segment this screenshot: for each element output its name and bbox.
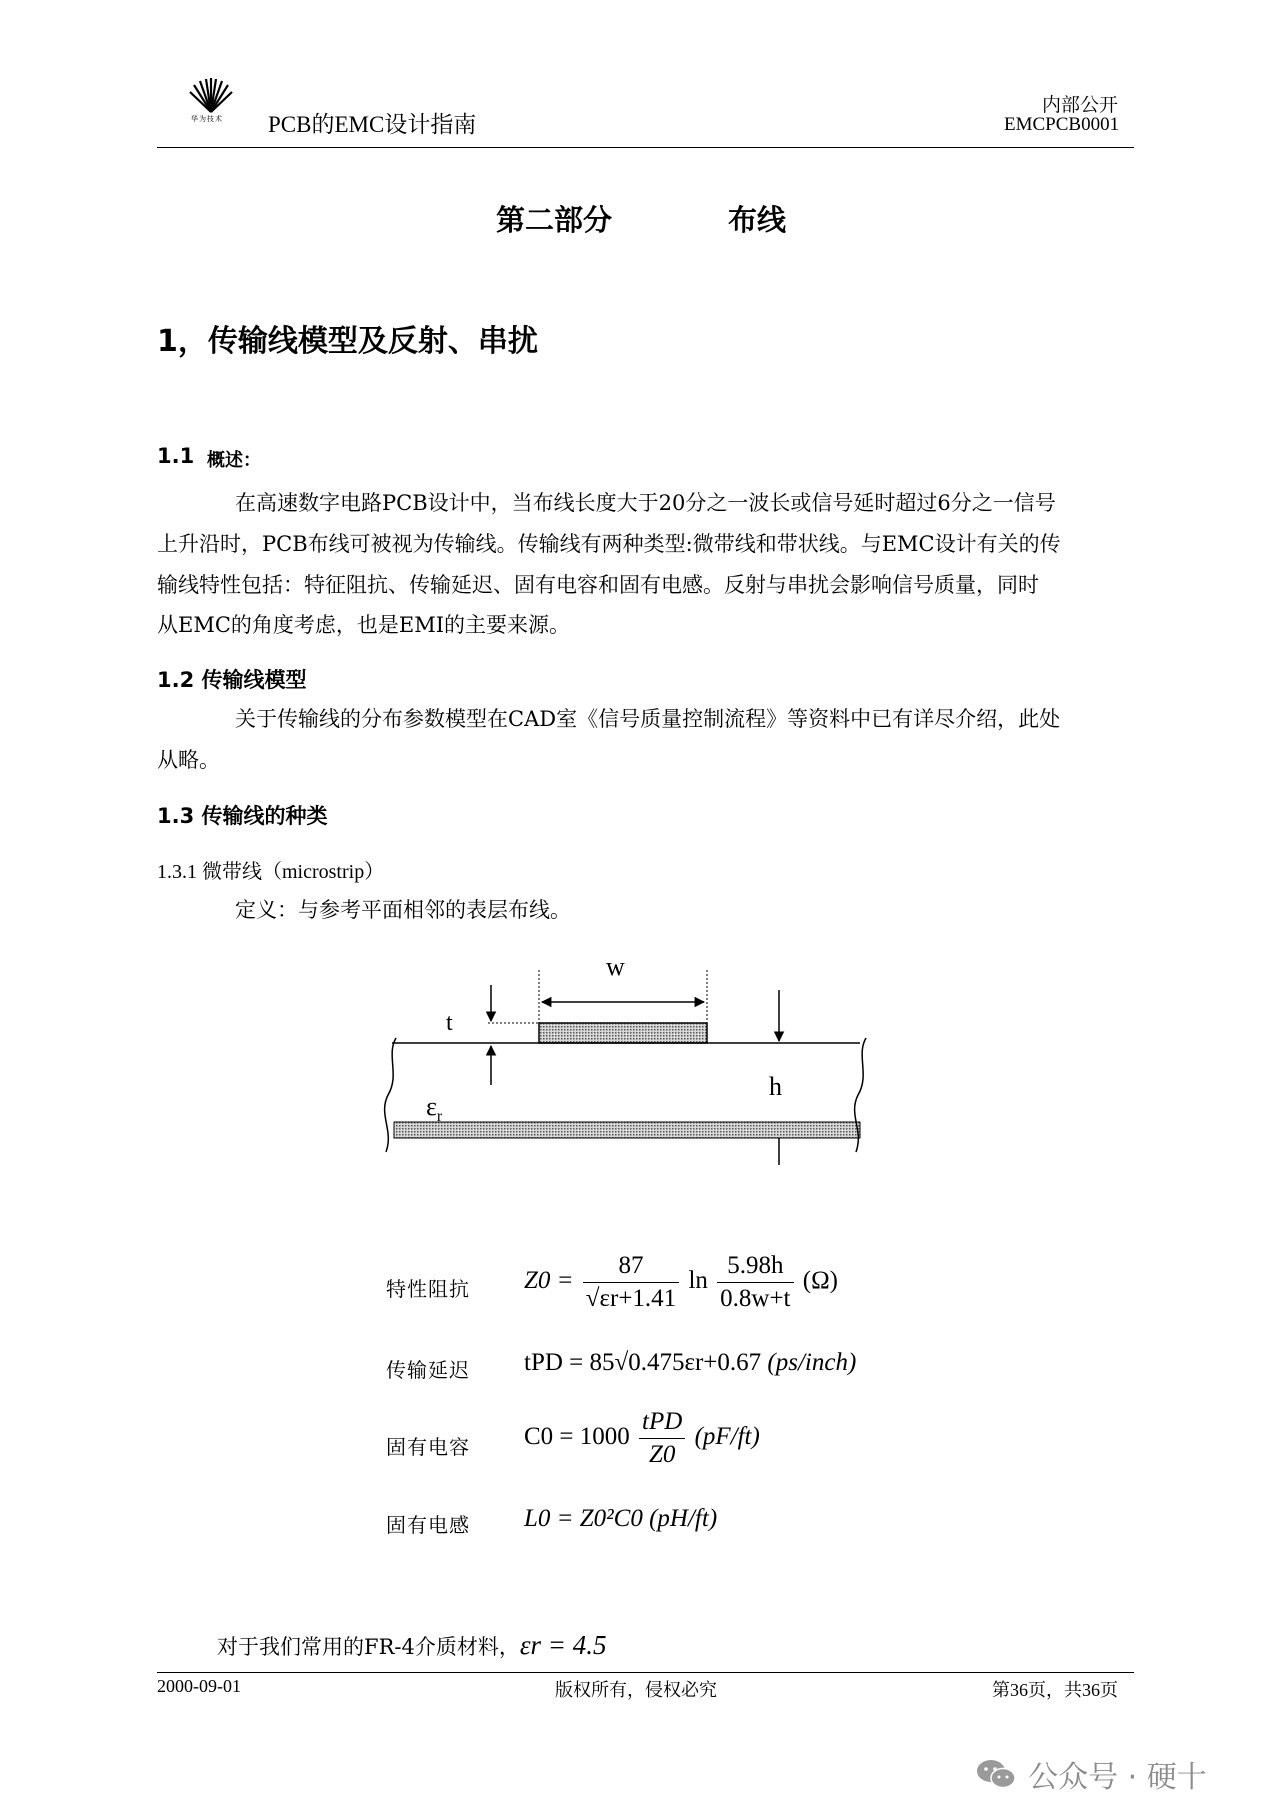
chapter-title: 1，传输线模型及反射、串扰 xyxy=(157,324,538,359)
formula-label-delay: 传输延迟 xyxy=(386,1358,470,1382)
footer-copyright: 版权所有，侵权必究 xyxy=(555,1680,717,1700)
logo-text: 华为技术 xyxy=(191,115,223,123)
f3-den: Z0 xyxy=(648,1441,676,1468)
formula-inductance xyxy=(524,1505,717,1533)
epsilon-subscript: r xyxy=(436,1108,443,1126)
trace-conductor xyxy=(539,1023,707,1043)
section-1-2-title: 1.2 传输线模型 xyxy=(157,668,307,692)
section-1-1-line: 从EMC的角度考虑，也是EMI的主要来源。 xyxy=(157,613,571,637)
company-logo xyxy=(185,76,237,128)
reference-plane xyxy=(394,1122,860,1138)
f1-den2: 0.8w+t xyxy=(720,1285,791,1312)
fr4-text: 对于我们常用的FR-4介质材料， xyxy=(217,1635,520,1659)
section-1-3-title: 1.3 传输线的种类 xyxy=(157,804,328,828)
part-title-name: 布线 xyxy=(728,203,787,237)
f4-lhs: L0 = Z0²C0 xyxy=(524,1505,643,1532)
header-rule xyxy=(157,147,1134,148)
section-1-1-line: 上升沿时，PCB布线可被视为传输线。传输线有两种类型:微带线和带状线。与EMC设计有关的传 xyxy=(157,532,1061,556)
f1-unit: (Ω) xyxy=(802,1267,838,1295)
footer-page-number: 第36页，共36页 xyxy=(992,1680,1118,1700)
part-title-number: 第二部分 xyxy=(496,203,613,237)
footer-date: 2000-09-01 xyxy=(157,1676,241,1696)
section-1-2-line: 从略。 xyxy=(157,748,220,772)
section-1-3-1-title: 1.3.1 微带线（microstrip） xyxy=(157,861,385,883)
formula-delay xyxy=(524,1349,856,1377)
f3-lhs: C0 = 1000 xyxy=(524,1423,630,1451)
f2-unit: (ps/inch) xyxy=(767,1349,857,1376)
section-1-1-line: 在高速数字电路PCB设计中，当布线长度大于20分之一波长或信号延时超过6分之一信号 xyxy=(235,491,1056,515)
formula-capacitance xyxy=(524,1408,760,1469)
section-1-1-line: 输线特性包括：特征阻抗、传输延迟、固有电容和固有电感。反射与串扰会影响信号质量，同时 xyxy=(157,573,1039,597)
f1-num2: 5.98h xyxy=(717,1252,793,1283)
formula-impedance xyxy=(524,1252,838,1313)
wechat-icon xyxy=(975,1757,1017,1791)
formula-label-impedance: 特性阻抗 xyxy=(386,1277,470,1301)
formula-label-capacitance: 固有电容 xyxy=(386,1435,470,1459)
f1-ln: ln xyxy=(688,1267,708,1295)
watermark-text: 公众号 · 硬十 xyxy=(1028,1760,1207,1795)
footer-rule xyxy=(157,1672,1134,1673)
section-1-3-1-definition: 定义：与参考平面相邻的表层布线。 xyxy=(235,898,571,922)
epsilon-symbol: ε xyxy=(426,1092,437,1121)
f1-den: √εr+1.41 xyxy=(585,1285,677,1312)
doc-title: PCB的EMC设计指南 xyxy=(268,112,477,137)
classification-label: 内部公开 xyxy=(1042,95,1119,116)
section-1-1-number: 1.1 xyxy=(157,444,195,468)
doc-code: EMCPCB0001 xyxy=(1004,114,1120,135)
f1-num: 87 xyxy=(583,1252,679,1283)
fr4-note xyxy=(217,1630,606,1661)
f1-lhs: Z0 = xyxy=(524,1267,574,1295)
section-1-1-title: 概述： xyxy=(207,450,261,471)
watermark xyxy=(975,1752,1207,1796)
permittivity-label xyxy=(426,1092,442,1126)
t-label: t xyxy=(446,1010,453,1036)
f3-num: tPD xyxy=(639,1408,685,1439)
formula-label-inductance: 固有电感 xyxy=(386,1513,470,1537)
f4-unit: (pH/ft) xyxy=(649,1505,718,1532)
microstrip-diagram xyxy=(378,952,878,1180)
h-label: h xyxy=(769,1072,782,1101)
fr4-value: εr = 4.5 xyxy=(519,1630,607,1660)
section-1-2-line: 关于传输线的分布参数模型在CAD室《信号质量控制流程》等资料中已有详尽介绍，此处 xyxy=(235,707,1061,731)
w-label: w xyxy=(606,952,625,981)
f3-unit: (pF/ft) xyxy=(694,1423,760,1451)
f2-lhs: tPD = 85√0.475εr+0.67 xyxy=(524,1349,762,1376)
